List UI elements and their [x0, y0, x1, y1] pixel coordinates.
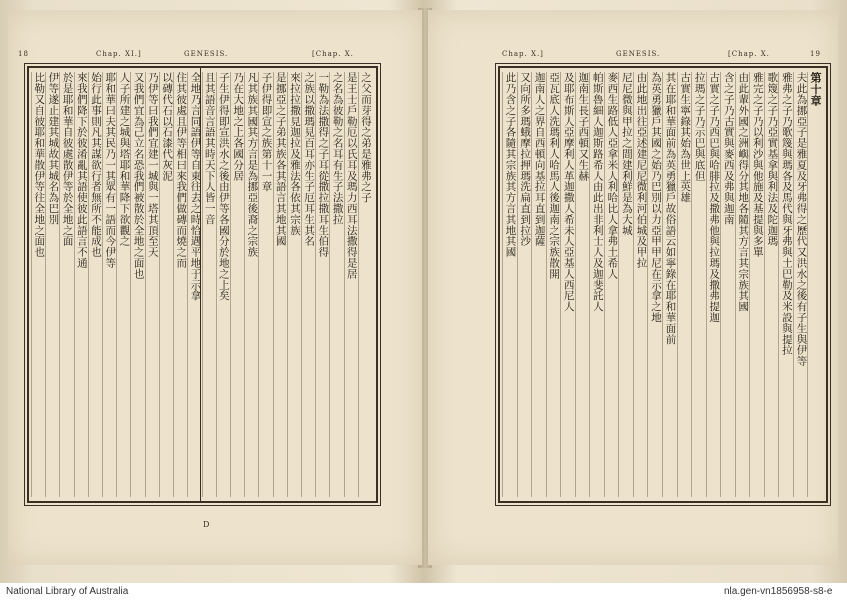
left-column-17: 又我們宜為己立名恐我們被散於全地之面也	[130, 72, 144, 497]
left-column-5: 之族以撒瑪見百耳亦生子厄耳生其名	[301, 72, 315, 497]
left-running-title: GENESIS.	[184, 50, 229, 58]
left-column-4: 一勒為法撒得之子耳從撒拉撒耳生伯得	[315, 72, 329, 497]
right-column-21: 又向所多瑪蛾摩拉押瑪洗扁直到拉沙	[517, 72, 532, 497]
left-page	[8, 10, 422, 565]
footer-bar	[0, 583, 847, 600]
left-column-12: 且其語音言語其時天下人皆一音	[202, 72, 216, 497]
left-chapter-left: Chap. XI.]	[96, 50, 142, 58]
right-text-frame	[498, 66, 828, 503]
right-column-9: 拉瑪之子乃示巴與底但	[691, 72, 706, 497]
right-column-16: 帕斯魯細人迦斯路希人由此出非利士人及迦斐託人	[589, 72, 604, 497]
left-column-13: 全地乃言同語伊等自東往去之時恰遇平地于示拿	[187, 72, 201, 497]
printer-signature: D	[203, 520, 210, 529]
left-column-18: 人子所建之城與塔耶和華降下欲觀之	[116, 72, 130, 497]
right-column-15: 麥西生路低人亞拿米人利哈比人拿弗土希人	[604, 72, 619, 497]
right-column-3: 雅弗之子乃歌篾與瑪各及馬代與牙弗與土巴勒及米設與提拉	[778, 72, 793, 497]
right-column-19: 亞瓦底人洗瑪利人哈馬人後迦南之宗族散開	[546, 72, 561, 497]
left-column-16: 乃伊等曰我們宜建一城與一塔其頂至天	[145, 72, 159, 497]
right-column-17: 迦南生長子西頓又生赫	[575, 72, 590, 497]
left-column-7: 是挪亞之子弟其族各其語言其地其國	[273, 72, 287, 497]
right-column-6: 由此輩外國之洲嶼得分其地各隨其方言其宗族其國	[735, 72, 750, 497]
right-page-number: 19	[810, 50, 821, 58]
right-column-4: 歌篾之子乃亞實基拿與利法及陀迦瑪	[764, 72, 779, 497]
left-column-10: 乃在大地之上各國分居	[230, 72, 244, 497]
left-chapter-right: [Chap. X.	[312, 50, 354, 58]
right-page	[428, 10, 838, 565]
left-column-9: 凡其族其國其方言是為挪亞後裔之宗族	[244, 72, 258, 497]
library-credit: National Library of Australia	[6, 586, 129, 597]
right-column-5: 雅完之子乃以利沙與他施及基提與多單	[749, 72, 764, 497]
right-column-10: 古實生寧錄其始為世上英雄	[677, 72, 692, 497]
right-chapter-right: [Chap. X.	[728, 50, 770, 58]
left-column-14: 住其彼處且伊等相曰來我們做磚而燒之而	[173, 72, 187, 497]
right-chapter-left: Chap. X.]	[502, 50, 544, 58]
left-column-20: 始行此事則凡其謀欲行者無所不能成也	[88, 72, 102, 497]
right-column-12: 為英勇獵戶其國之始乃巴別以力亞甲甲尼在示拿之地	[647, 72, 662, 497]
right-column-8: 古實之子乃西巴與哈腓拉及撒弗他與拉瑪及撒弗提迦	[706, 72, 721, 497]
right-running-title: GENESIS.	[616, 50, 661, 58]
right-column-20: 迦南人之界自西頓向基拉耳直到迦薩	[531, 72, 546, 497]
left-column-21: 來我們降下於彼淆亂其語使彼此語言不通	[74, 72, 88, 497]
right-column-22: 此乃含之子各隨其宗族其方言其地其國	[502, 72, 517, 497]
right-column-1: 第十章	[807, 72, 822, 497]
left-column-2: 是王士戶勒厄以氏耳及瑪力西耳法撒得是居	[344, 72, 358, 497]
left-column-3: 之名為彼勒之名耳有生子法撒拉	[329, 72, 343, 497]
right-column-11: 其在耶和華面前為英勇獵戶故俗語云如寧錄在耶和華面前	[662, 72, 677, 497]
left-column-22: 於是耶和華自彼處散伊等於全地之面	[59, 72, 73, 497]
left-column-8: 子伊得即宣之族第十一章	[258, 72, 272, 497]
left-column-19: 耶和華曰夫其民乃一其眾有一語而今伊等	[102, 72, 116, 497]
left-column-24: 比勒又自彼耶和華散伊等往全地之面也	[31, 72, 45, 497]
left-column-15: 以磚代石以石漆代灰泥	[159, 72, 173, 497]
left-column-11: 子生伊得即宣洪水之後由伊等各國分於地之上矣	[216, 72, 230, 497]
left-text-frame	[27, 66, 378, 503]
left-column-1: 之父而芽得之弟是雅弗之子	[358, 72, 372, 497]
right-column-18: 及耶布斯人亞摩利人革迦撒人希未人亞基人西尼人	[560, 72, 575, 497]
right-column-14: 尼尼微與甲拉之間建利鮮是為大城	[618, 72, 633, 497]
right-column-13: 由此地出往亞述建尼尼微利河伯城及甲拉	[633, 72, 648, 497]
left-column-6: 來拉拉撒見迦拉及雅法各依其宗族	[287, 72, 301, 497]
right-column-2: 夫此為挪亞子是雅夏及牙弗得之歷代又洪水之後有子生與伊等	[793, 72, 808, 497]
right-column-7: 含之子乃古實與麥西及弗與迦南	[720, 72, 735, 497]
image-identifier: nla.gen-vn1856958-s8-e	[724, 586, 833, 597]
left-column-23: 伊等遂止建其城故其城名為巴別	[45, 72, 59, 497]
left-page-number: 18	[18, 50, 29, 58]
